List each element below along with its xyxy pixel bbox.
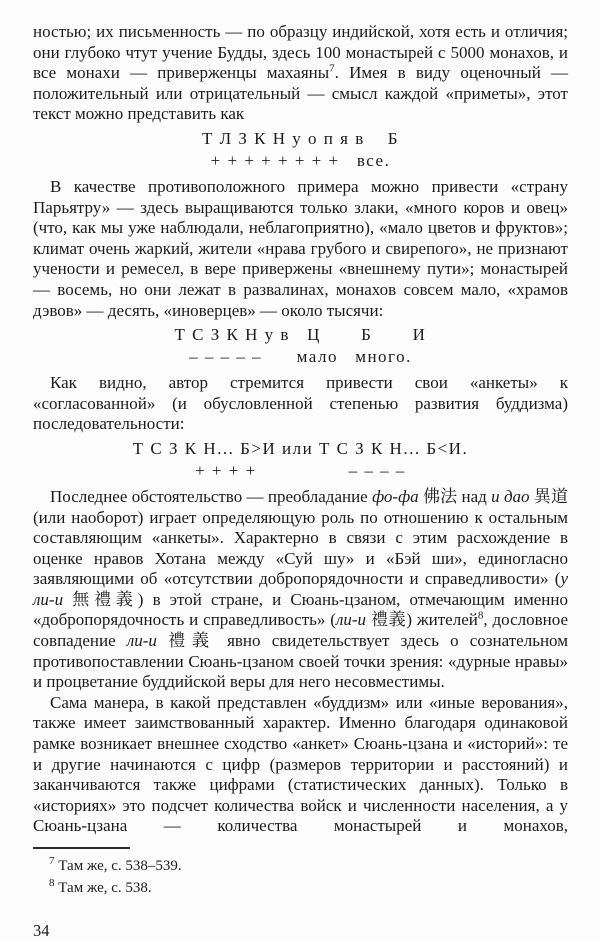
notation-formula-1 <box>33 128 568 172</box>
footnote-marker: 8 <box>49 876 55 889</box>
footnote-ref-8: 8 <box>477 609 484 622</box>
footnote-text: Там же, с. 538. <box>58 879 152 896</box>
text-run: ностью; их письменность — по образцу индийской, хотя есть и отличия; они глубоко чтут учение Будды, здесь 100 монастырей с 5000 монахов, и все монахи — приверженцы махаяны <box>33 22 568 83</box>
formula-letters: Т С З К Н у в Ц Б И <box>174 325 427 345</box>
text-run: , дословное совпадение <box>33 610 569 651</box>
formula-signs: + + + + – – – – <box>195 460 406 480</box>
text-run: 禮義) жителей <box>366 610 478 630</box>
paragraph-2: В качестве противоположного примера можно привести «страну Парьятру» — здесь выращиваются только злаки, «много коров и овец» (что, как мы уже наблюдали, неблагоприятно), «мало цветов и фруктов»; климат очень жаркий, жители «нрава грубого и свирепого», не признают учености и ремесел, в вере привержены «внешнему пути»; монастырей — восемь, но они лежат в развалинах, монахов совсем мало, «храмов дэвов» — десять, «иноверцев» — около тысячи: <box>33 176 568 320</box>
footnote-ref-7: 7 <box>329 62 335 75</box>
term-italic: фо-фа <box>372 486 419 506</box>
paragraph-1 <box>33 22 568 125</box>
footnote-8 <box>33 878 568 900</box>
formula-letters: Т С З К Н... Б>И или Т С З К Н... Б<И. <box>132 438 469 458</box>
paragraph-3: Как видно, автор стремится привести свои «анкеты» к «согласованной» (и обусловленной степенью развития буддизма) последовательности: <box>33 373 568 434</box>
text-run: . Имея в виду оценочный — положительный или отрицательный — смысл каждой «приметы», этот текст можно представить как <box>33 63 568 124</box>
footnote-marker: 7 <box>49 855 55 867</box>
page-number: 34 <box>33 921 50 940</box>
term-italic: ли-и <box>335 610 367 630</box>
term-italic: у ли-и <box>33 569 568 609</box>
formula-signs: – – – – – мало много. <box>189 347 412 367</box>
formula-signs: + + + + + + + + все. <box>210 150 391 170</box>
notation-formula-3 <box>33 438 568 482</box>
notation-formula-2 <box>33 324 568 368</box>
paragraph-5: Сама манера, в какой представлен «буддизм» или «иные верования», также имеет заимствованный характер. Именно благодаря одинаковой рамке возникает внешнее сходство «анкет» Сюань-цзана и «историй»: те и другие начинаются с цифр (размеров территории и расстояний) и заканчиваются также цифрами (статистических данных). Только в «историях» это подсчет количества войск и численности населения, а у Сюань-цзана — количества монастырей и монахов, <box>33 692 568 836</box>
text-run: Последнее обстоятельство — преобладание <box>50 486 373 506</box>
footnote-separator <box>33 847 130 849</box>
paragraph-4 <box>33 487 568 693</box>
text-run: 佛法 над <box>418 486 492 506</box>
text-run: 異道 (или наоборот) играет определяющую роль по отношению к остальным составляющим «анкеты». Характерно в связи с этим расхождение в оценке нравов Хотана между «Суй шу» и «Бэй ши», единогласно заявляющими об «отсутствии добропорядочности и справедливости» ( <box>33 486 568 589</box>
text-run: 禮義 явно свидетельствует здесь о сознательном противопоставлении Сюань-цзаном своей точки зрения: «дурные нравы» и процветание буддийской веры для него несовместимы. <box>33 631 568 692</box>
text-run: 無禮義) в этой стране, и Сюань-цзаном, отмечающим именно «добропорядочность и справедливость» ( <box>33 589 568 630</box>
term-italic: и дао <box>491 486 530 506</box>
footnote-7 <box>33 856 568 878</box>
formula-letters: Т Л З К Н у о п я в Б <box>201 128 399 148</box>
footnote-text: Там же, с. 538–539. <box>58 858 182 874</box>
term-italic: ли-и <box>126 631 157 651</box>
